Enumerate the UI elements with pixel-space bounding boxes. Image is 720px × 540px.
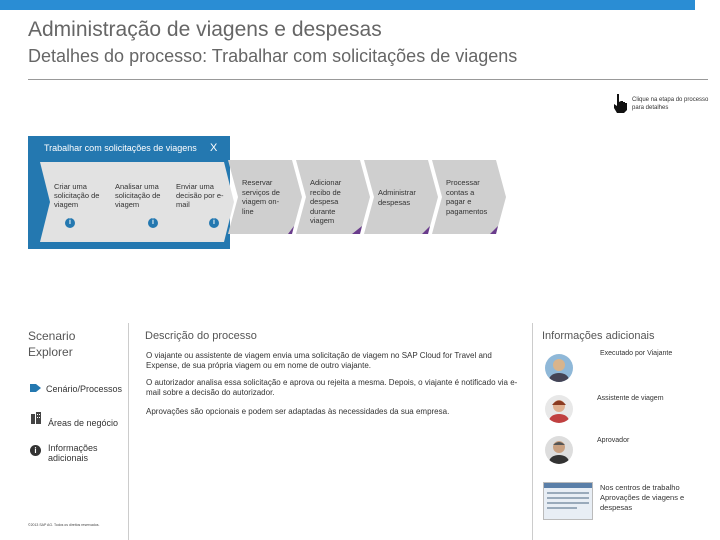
step-label: Adicionar recibo de despesa durante viagem	[310, 178, 342, 225]
top-accent-bar	[0, 0, 695, 10]
page-title: Administração de viagens e despesas	[28, 18, 382, 41]
avatar-traveler	[545, 354, 573, 382]
info-icon: i	[30, 445, 41, 456]
avatar-travel-assistant	[545, 395, 573, 423]
avatar-approver	[545, 436, 573, 464]
step-label: Analisar uma solicitação de viagem	[115, 182, 161, 209]
description-paragraph: Aprovações são opcionais e podem ser adaptadas às necessidades da sua empresa.	[146, 407, 450, 416]
role-label-traveler: Executado por Viajante	[600, 350, 673, 357]
description-title: Descrição do processo	[145, 330, 257, 342]
info-title: Informações adicionais	[542, 330, 655, 342]
info-icon[interactable]: i	[209, 218, 219, 228]
description-paragraph: O viajante ou assistente de viagem envia uma solicitação de viagem no SAP Cloud for Travel and Expense, de sua própria viagem ou em nome de outro viajante.	[146, 351, 492, 370]
step-label: Reservar serviços de viagem on-line	[242, 178, 280, 216]
hint-text: Clique na etapa do processo para detalhes	[632, 97, 709, 111]
step-label: Processar contas a pagar e pagamentos	[446, 178, 488, 216]
nav-label: Informações adicionais	[48, 443, 98, 463]
step-label: Administrar despesas	[378, 188, 416, 207]
header-divider	[28, 79, 708, 80]
close-icon[interactable]: X	[210, 142, 218, 154]
divider-right	[532, 323, 533, 540]
process-group-label[interactable]: Trabalhar com solicitações de viagens	[44, 143, 197, 153]
hand-pointer-icon	[611, 92, 629, 114]
step-label: Enviar uma decisão por e-mail	[176, 182, 224, 209]
nav-label: Áreas de negócio	[48, 418, 119, 428]
workcenter-label: Nos centros de trabalho Aprovações de viagens e despesas	[600, 483, 685, 512]
role-label-approver: Aprovador	[597, 437, 630, 444]
process-step-accounts-payable[interactable]	[432, 160, 506, 234]
step-label: Criar uma solicitação de viagem	[54, 182, 100, 209]
page-subtitle: Detalhes do processo: Trabalhar com solicitações de viagens	[28, 46, 518, 66]
role-label-travel-assistant: Assistente de viagem	[597, 395, 664, 402]
building-icon	[30, 412, 42, 424]
description-paragraph: O autorizador analisa essa solicitação e aprova ou rejeita a mesma. Depois, o viajante é notificado via e-mail sobre a decisão do autorizador.	[146, 378, 518, 397]
arrow-icon	[30, 383, 42, 393]
process-step-add-receipt[interactable]	[296, 160, 370, 234]
copyright: ©2013 SAP AG. Todos os direitos reservados.	[28, 523, 100, 527]
process-step-book-online[interactable]	[228, 160, 302, 234]
scenario-explorer-title: Scenario Explorer	[28, 329, 76, 359]
process-step-send-email[interactable]	[162, 162, 234, 242]
divider-left	[128, 323, 129, 540]
process-step-administer-expenses[interactable]	[364, 160, 438, 234]
info-icon[interactable]: i	[65, 218, 75, 228]
info-icon[interactable]: i	[148, 218, 158, 228]
workcenter-screenshot-thumbnail	[543, 482, 593, 520]
nav-label: Cenário/Processos	[46, 384, 123, 394]
